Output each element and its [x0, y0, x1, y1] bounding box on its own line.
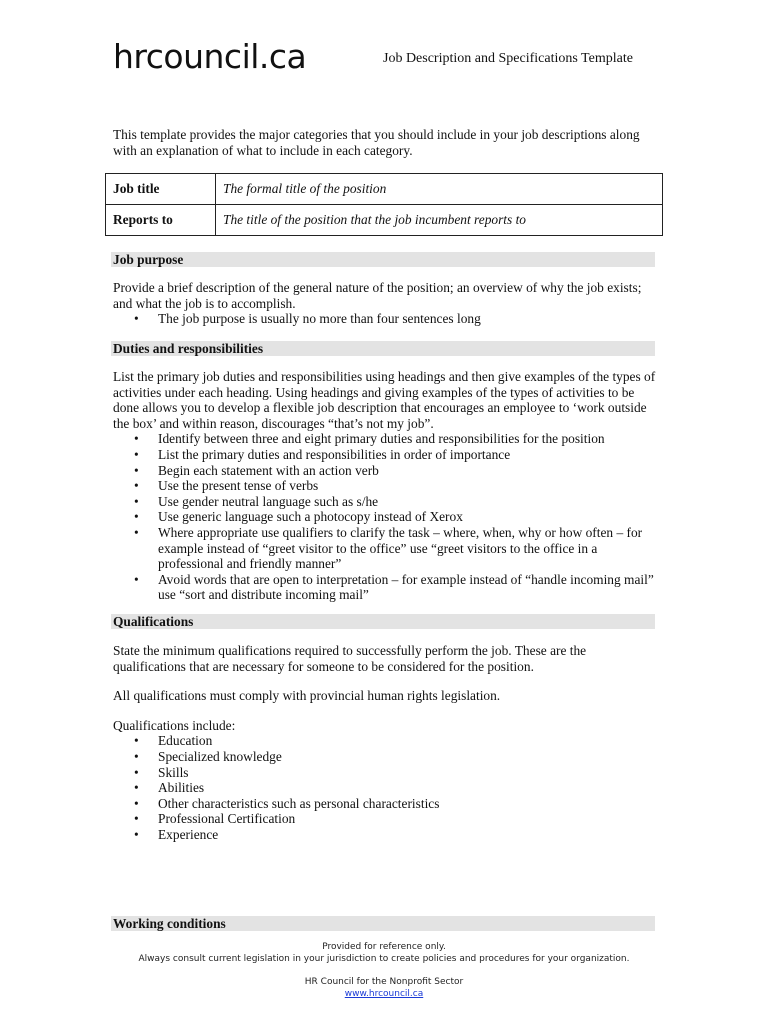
duties-list [113, 431, 658, 603]
list-item: • Education [113, 733, 658, 749]
list-item: • Avoid words that are open to interpretation – for example instead of “handle incoming mail” use “sort and distribute incoming mail” [113, 572, 658, 603]
list-item: • Use generic language such a photocopy instead of Xerox [113, 509, 658, 525]
qualifications-list [113, 733, 658, 842]
qualifications-text: State the minimum qualifications required to successfully perform the job. These are the qualifications that are necessary for someone to be considered for the position. [113, 643, 587, 674]
intro-text: This template provides the major categories that you should include in your job descriptions along with an explanation of what to include in each category. [113, 127, 640, 158]
list-item: • Use gender neutral language such as s/he [113, 494, 658, 510]
list-item: • Begin each statement with an action verb [113, 463, 658, 479]
section-heading-job-purpose: Job purpose [111, 252, 655, 267]
logo: hrcouncil.ca [113, 37, 307, 70]
list-item: • Other characteristics such as personal characteristics [113, 796, 658, 812]
list-item: • Professional Certification [113, 811, 658, 827]
job-purpose-block [113, 280, 658, 327]
list-item: • Experience [113, 827, 658, 843]
qualifications-rights-text: All qualifications must comply with provincial human rights legislation. [113, 688, 501, 704]
job-purpose-list [113, 311, 658, 327]
list-item: • Identify between three and eight primary duties and responsibilities for the position [113, 431, 658, 447]
section-heading-qualifications: Qualifications [111, 614, 655, 629]
table-value-job-title: The formal title of the position [216, 174, 663, 205]
footer-disclaimer: Provided for reference only. [322, 942, 446, 952]
section-heading-duties: Duties and responsibilities [111, 341, 655, 356]
job-purpose-text: Provide a brief description of the general nature of the position; an overview of why the job exists; and what the job is to accomplish. [113, 280, 642, 311]
section-heading-working-conditions: Working conditions [111, 916, 655, 931]
list-item: • Skills [113, 765, 658, 781]
list-item: • List the primary duties and responsibilities in order of importance [113, 447, 658, 463]
table-key-job-title: Job title [106, 174, 216, 205]
list-item: • The job purpose is usually no more than four sentences long [113, 311, 658, 327]
list-item: • Abilities [113, 780, 658, 796]
document-title: Job Description and Specifications Template [383, 51, 633, 66]
duties-block [113, 369, 658, 603]
qualifications-block [113, 643, 658, 843]
list-item: • Use the present tense of verbs [113, 478, 658, 494]
table-row [106, 174, 663, 205]
list-item: • Specialized knowledge [113, 749, 658, 765]
table-value-reports-to: The title of the position that the job incumbent reports to [216, 205, 663, 236]
list-item: • Where appropriate use qualifiers to clarify the task – where, when, why or how often – for example instead of “greet visitor to the office” use “greet visitors to the office in a professional and friendly manner” [113, 525, 658, 572]
footer-website-link[interactable]: www.hrcouncil.ca [344, 989, 424, 999]
intro-block [113, 127, 658, 158]
qualifications-include-text: Qualifications include: [113, 717, 236, 733]
footer [0, 941, 768, 1000]
job-info-table [105, 173, 663, 236]
table-key-reports-to: Reports to [106, 205, 216, 236]
table-row [106, 205, 663, 236]
duties-text: List the primary job duties and responsibilities using headings and then give examples of the types of activities under each heading. Using headings and giving examples of the types of activities to be done allows you to develop a flexible job description that encourages an employee to ‘work outside the box’ and within reason, discourages “that’s not my job”. [113, 369, 656, 431]
footer-organization: HR Council for the Nonprofit Sector [304, 977, 464, 987]
footer-legislation-note: Always consult current legislation in your jurisdiction to create policies and procedures for your organization. [138, 954, 630, 964]
